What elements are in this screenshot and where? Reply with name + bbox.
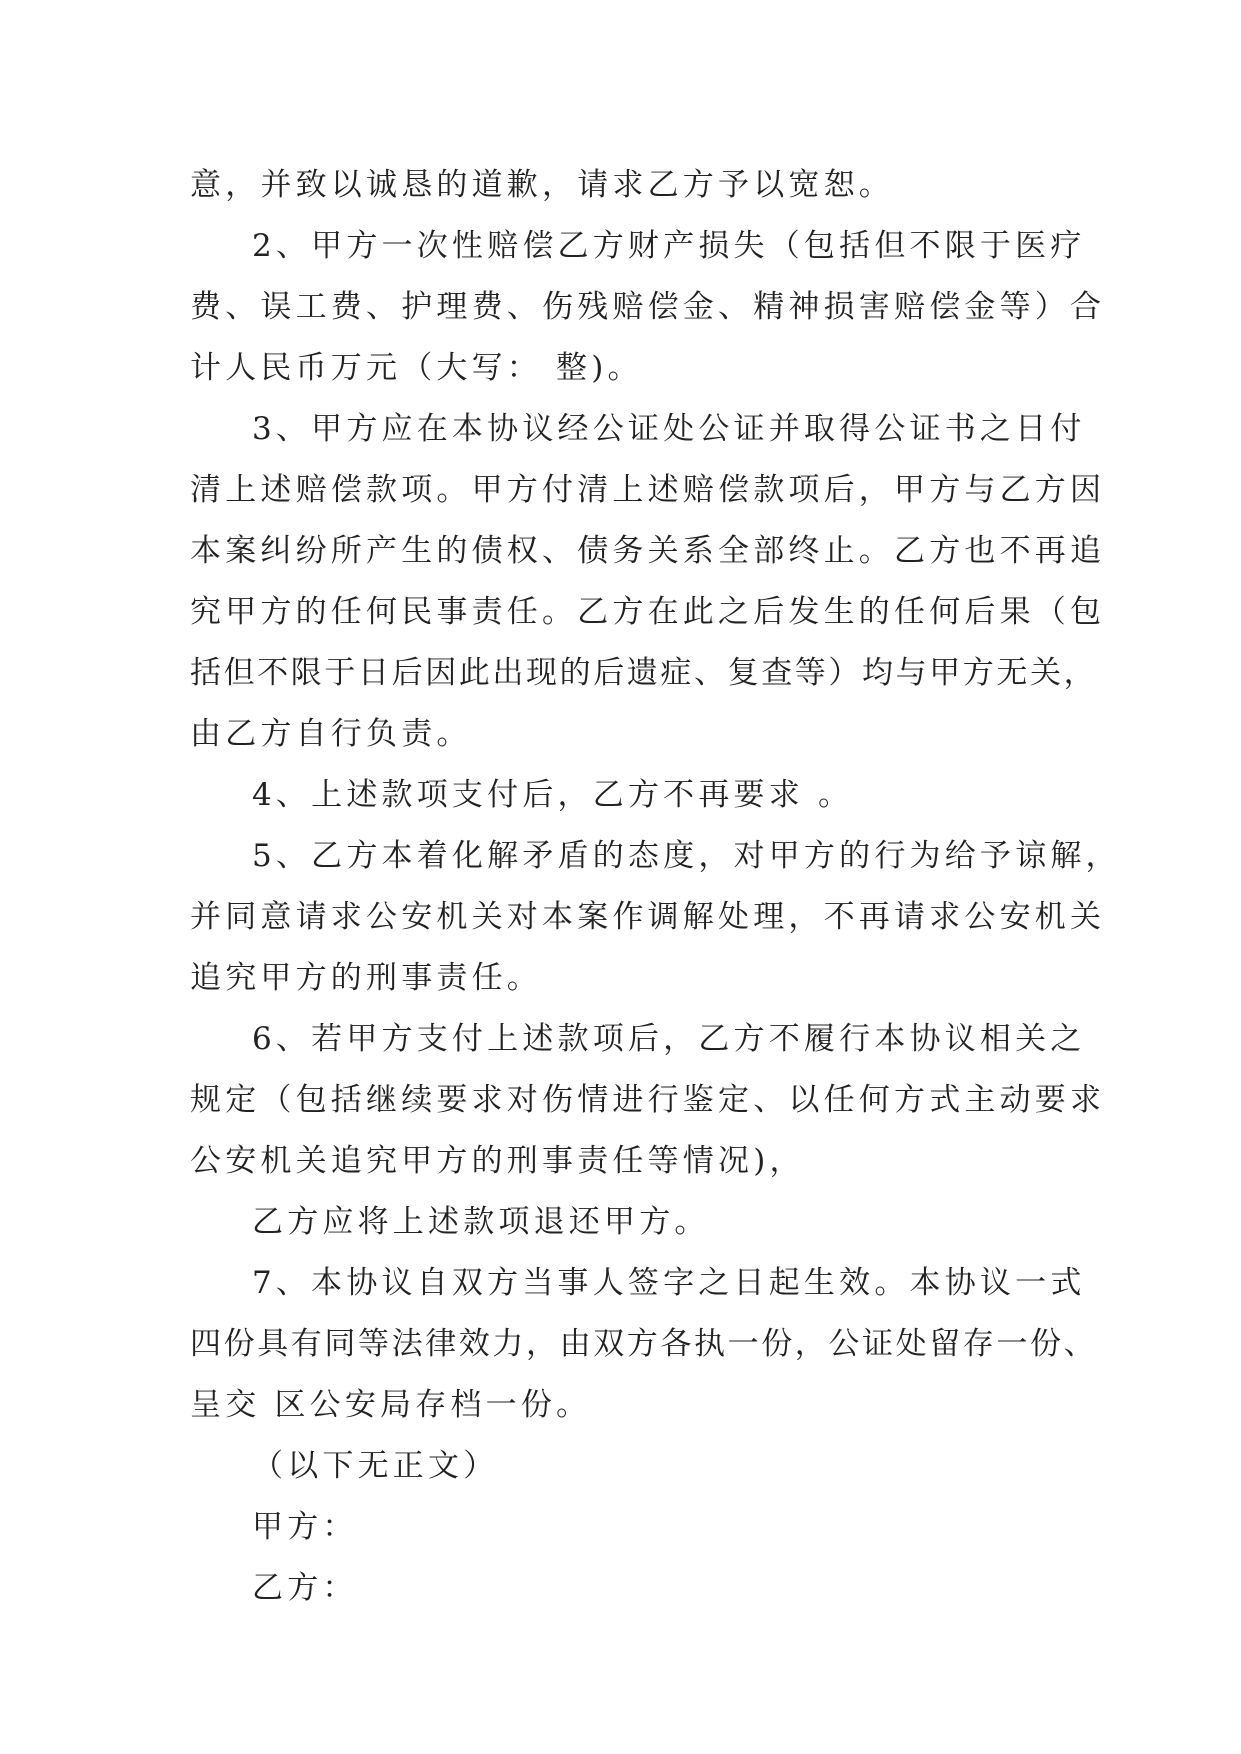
text-line: 规定（包括继续要求对伤情进行鉴定、以任何方式主动要求 <box>190 1082 1106 1118</box>
text-line: 究甲方的任何民事责任。乙方在此之后发生的任何后果（包 <box>190 594 1106 630</box>
text-line: 四份具有同等法律效力，由双方各执一份，公证处留存一份、 <box>190 1326 1098 1362</box>
text-line: 清上述赔偿款项。甲方付清上述赔偿款项后，甲方与乙方因 <box>190 472 1106 508</box>
text-line: 本案纠纷所产生的债权、债务关系全部终止。乙方也不再追 <box>190 533 1106 569</box>
text-line: 乙方应将上述款项退还甲方。 <box>252 1204 710 1240</box>
text-line: 并同意请求公安机关对本案作调解处理，不再请求公安机关 <box>190 899 1106 935</box>
document-body <box>190 155 1121 1619</box>
text-line: 括但不限于日后因此出现的后遗症、复查等）均与甲方无关， <box>190 655 1098 691</box>
clause-7-line: 7、本协议自双方当事人签字之日起生效。本协议一式 <box>252 1265 1086 1301</box>
clause-2-line: 2、甲方一次性赔偿乙方财产损失（包括但不限于医疗 <box>252 228 1086 264</box>
no-further-text-note: （以下无正文） <box>252 1448 499 1484</box>
party-b-signature-label: 乙方： <box>252 1570 358 1606</box>
clause-6-line: 6、若甲方支付上述款项后，乙方不履行本协议相关之 <box>252 1021 1086 1057</box>
party-a-signature-label: 甲方： <box>252 1509 358 1545</box>
text-line: 呈交 区公安局存档一份。 <box>190 1387 592 1423</box>
clause-4-line: 4、上述款项支付后，乙方不再要求 。 <box>252 777 854 813</box>
clause-3-line: 3、甲方应在本协议经公证处公证并取得公证书之日付 <box>252 411 1086 447</box>
text-line: 公安机关追究甲方的刑事责任等情况)， <box>190 1143 805 1179</box>
text-line: 计人民币万元（大写： 整)。 <box>190 350 643 386</box>
clause-5-line: 5、乙方本着化解矛盾的态度，对甲方的行为给予谅解， <box>252 838 1121 874</box>
text-line: 意，并致以诚恳的道歉，请求乙方予以宽恕。 <box>190 167 894 203</box>
text-line: 追究甲方的刑事责任。 <box>190 960 542 996</box>
text-line: 费、误工费、护理费、伤残赔偿金、精神损害赔偿金等）合 <box>190 289 1106 325</box>
text-line: 由乙方自行负责。 <box>190 716 472 752</box>
